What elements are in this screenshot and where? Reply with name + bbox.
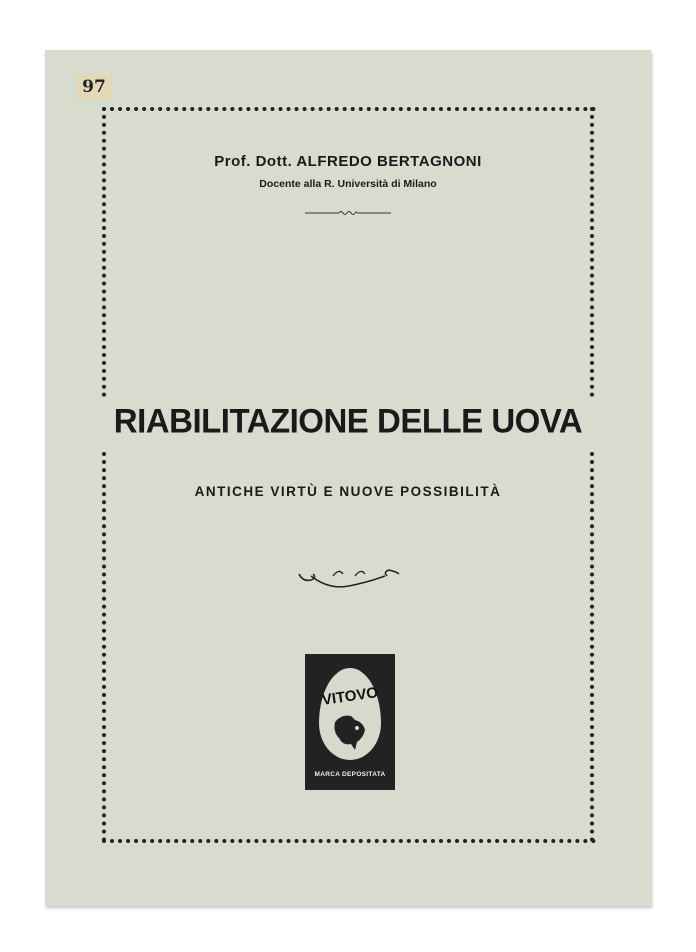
border-left-lower [102,452,106,842]
vitovo-logo [305,654,395,790]
catalog-number-label: 97 [76,74,112,100]
border-left-upper [102,107,106,397]
author-affiliation: Docente alla R. Università di Milano [259,178,437,190]
border-right-upper [590,107,594,397]
document-title: RIABILITAZIONE DELLE UOVA [113,401,583,440]
logo-caption: MARCA DEPOSITATA [314,771,386,778]
flourish-ornament [297,566,401,590]
document-subtitle: ANTICHE VIRTÙ E NUOVE POSSIBILITÀ [194,484,502,499]
egg-emblem [319,668,381,760]
border-bottom [102,839,596,843]
author-name: Prof. Dott. ALFREDO BERTAGNONI [214,153,482,170]
border-top [102,107,596,111]
rooster-icon [331,712,371,752]
logo-brand: VITOVO [320,684,380,709]
divider-ornament [305,210,391,216]
border-right-lower [590,452,594,842]
